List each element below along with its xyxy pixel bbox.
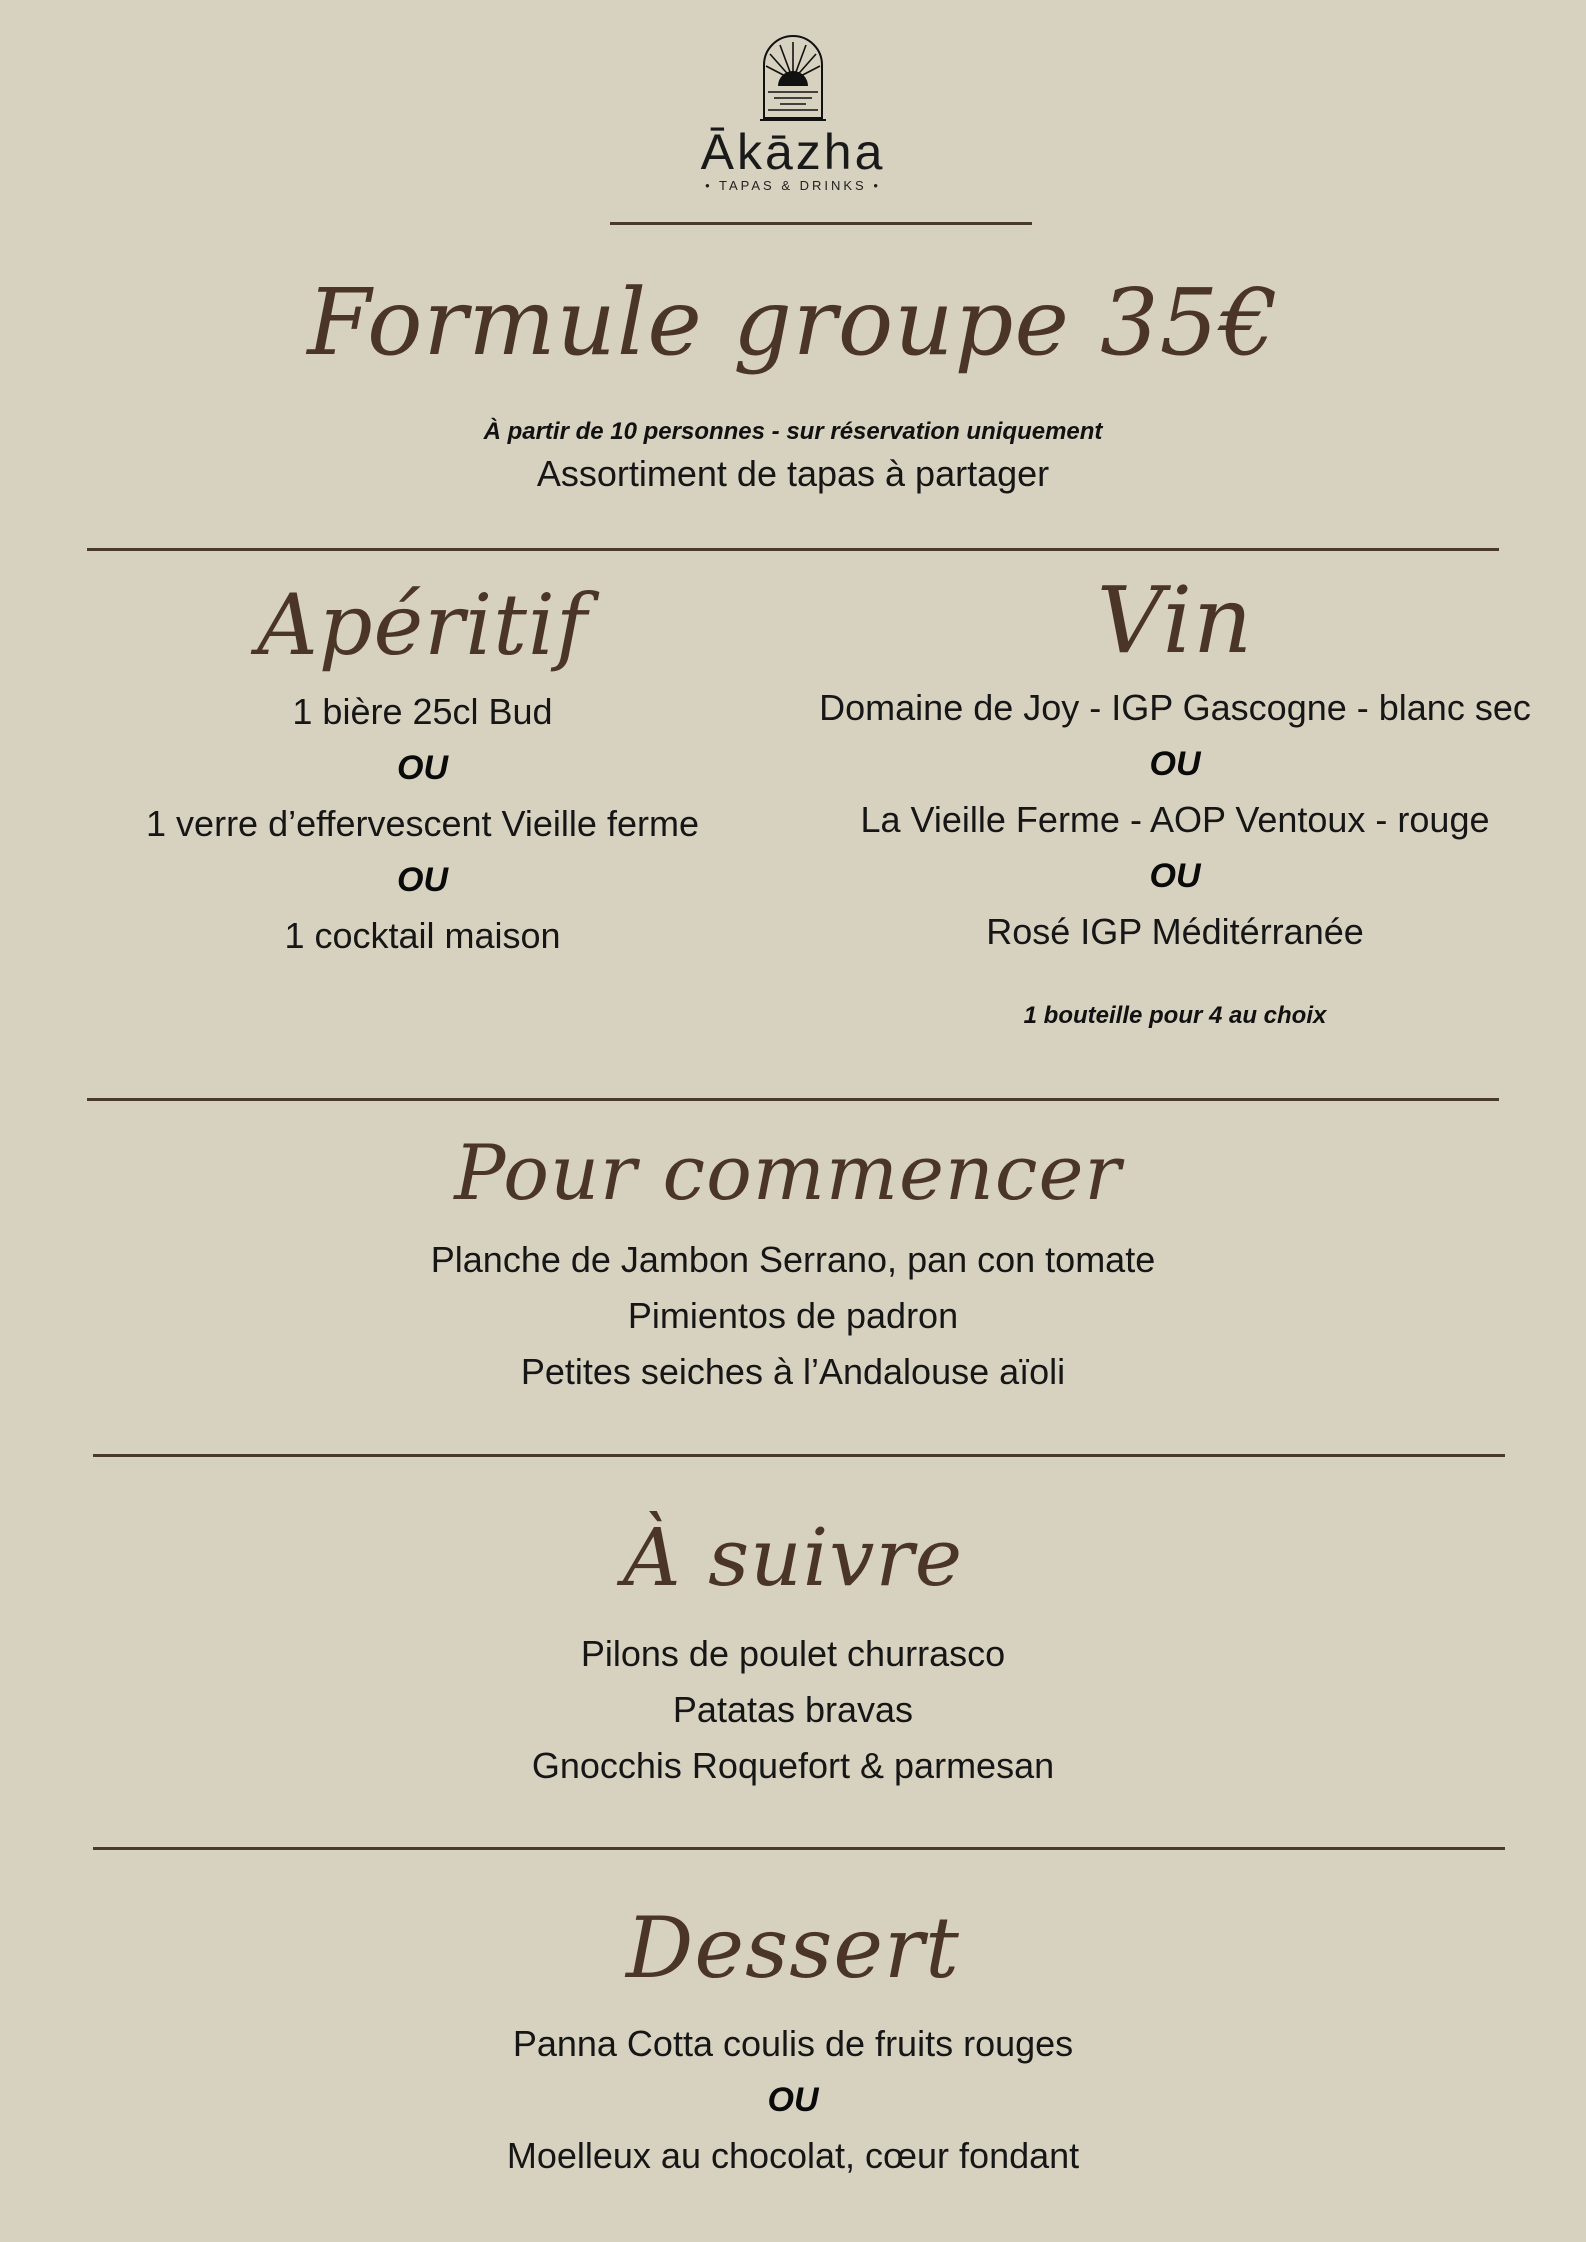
- sun-arch-icon: [758, 30, 828, 122]
- page-subtitle: À partir de 10 personnes - sur réservation uniquement: [483, 418, 1103, 445]
- or-label: OU: [397, 861, 448, 899]
- list-item: 1 cocktail maison: [284, 915, 561, 956]
- section-title: Apéritif: [257, 576, 588, 674]
- or-label: OU: [1149, 745, 1201, 783]
- list-item: Patatas bravas: [672, 1689, 914, 1730]
- divider: [93, 1454, 1505, 1457]
- list-item: Gnocchis Roquefort & parmesan: [531, 1745, 1055, 1786]
- list-item: Pimientos de padron: [627, 1295, 959, 1336]
- divider: [93, 1847, 1505, 1850]
- logo: [0, 30, 1586, 193]
- dessert-section: [0, 1880, 1586, 2178]
- list-item: Panna Cotta coulis de fruits rouges: [512, 2023, 1074, 2064]
- list-item: Planche de Jambon Serrano, pan con tomate: [430, 1239, 1156, 1280]
- page-description: Assortiment de tapas à partager: [536, 453, 1050, 494]
- page-title: Formule groupe 35€: [307, 269, 1279, 376]
- divider: [87, 548, 1499, 551]
- or-label: OU: [397, 749, 448, 787]
- list-item: Moelleux au chocolat, cœur fondant: [506, 2135, 1080, 2176]
- a-suivre-section: [0, 1490, 1586, 1788]
- list-item: 1 bière 25cl Bud: [292, 691, 553, 732]
- section-title: Vin: [1096, 567, 1254, 674]
- brand-tagline: • TAPAS & DRINKS •: [705, 178, 881, 193]
- vin-section: [780, 556, 1570, 1030]
- brand-name: Ākāzha: [700, 124, 886, 180]
- list-item: Pilons de poulet churrasco: [580, 1633, 1006, 1674]
- list-item: Rosé IGP Méditérranée: [986, 911, 1364, 952]
- list-item: Petites seiches à l’Andalouse aïoli: [520, 1351, 1066, 1392]
- or-label: OU: [767, 2081, 819, 2119]
- list-item: Domaine de Joy - IGP Gascogne - blanc sec: [819, 687, 1531, 728]
- pour-commencer-section: [0, 1108, 1586, 1394]
- list-item: 1 verre d’effervescent Vieille ferme: [146, 803, 699, 844]
- or-label: OU: [1149, 857, 1201, 895]
- aperitif-section: [90, 560, 755, 958]
- divider: [610, 222, 1032, 225]
- section-title: Pour commencer: [454, 1128, 1122, 1217]
- divider: [87, 1098, 1499, 1101]
- section-title: Dessert: [626, 1899, 960, 1997]
- section-title: À suivre: [622, 1511, 964, 1604]
- list-item: La Vieille Ferme - AOP Ventoux - rouge: [860, 799, 1490, 840]
- vin-note: 1 bouteille pour 4 au choix: [1023, 1002, 1327, 1029]
